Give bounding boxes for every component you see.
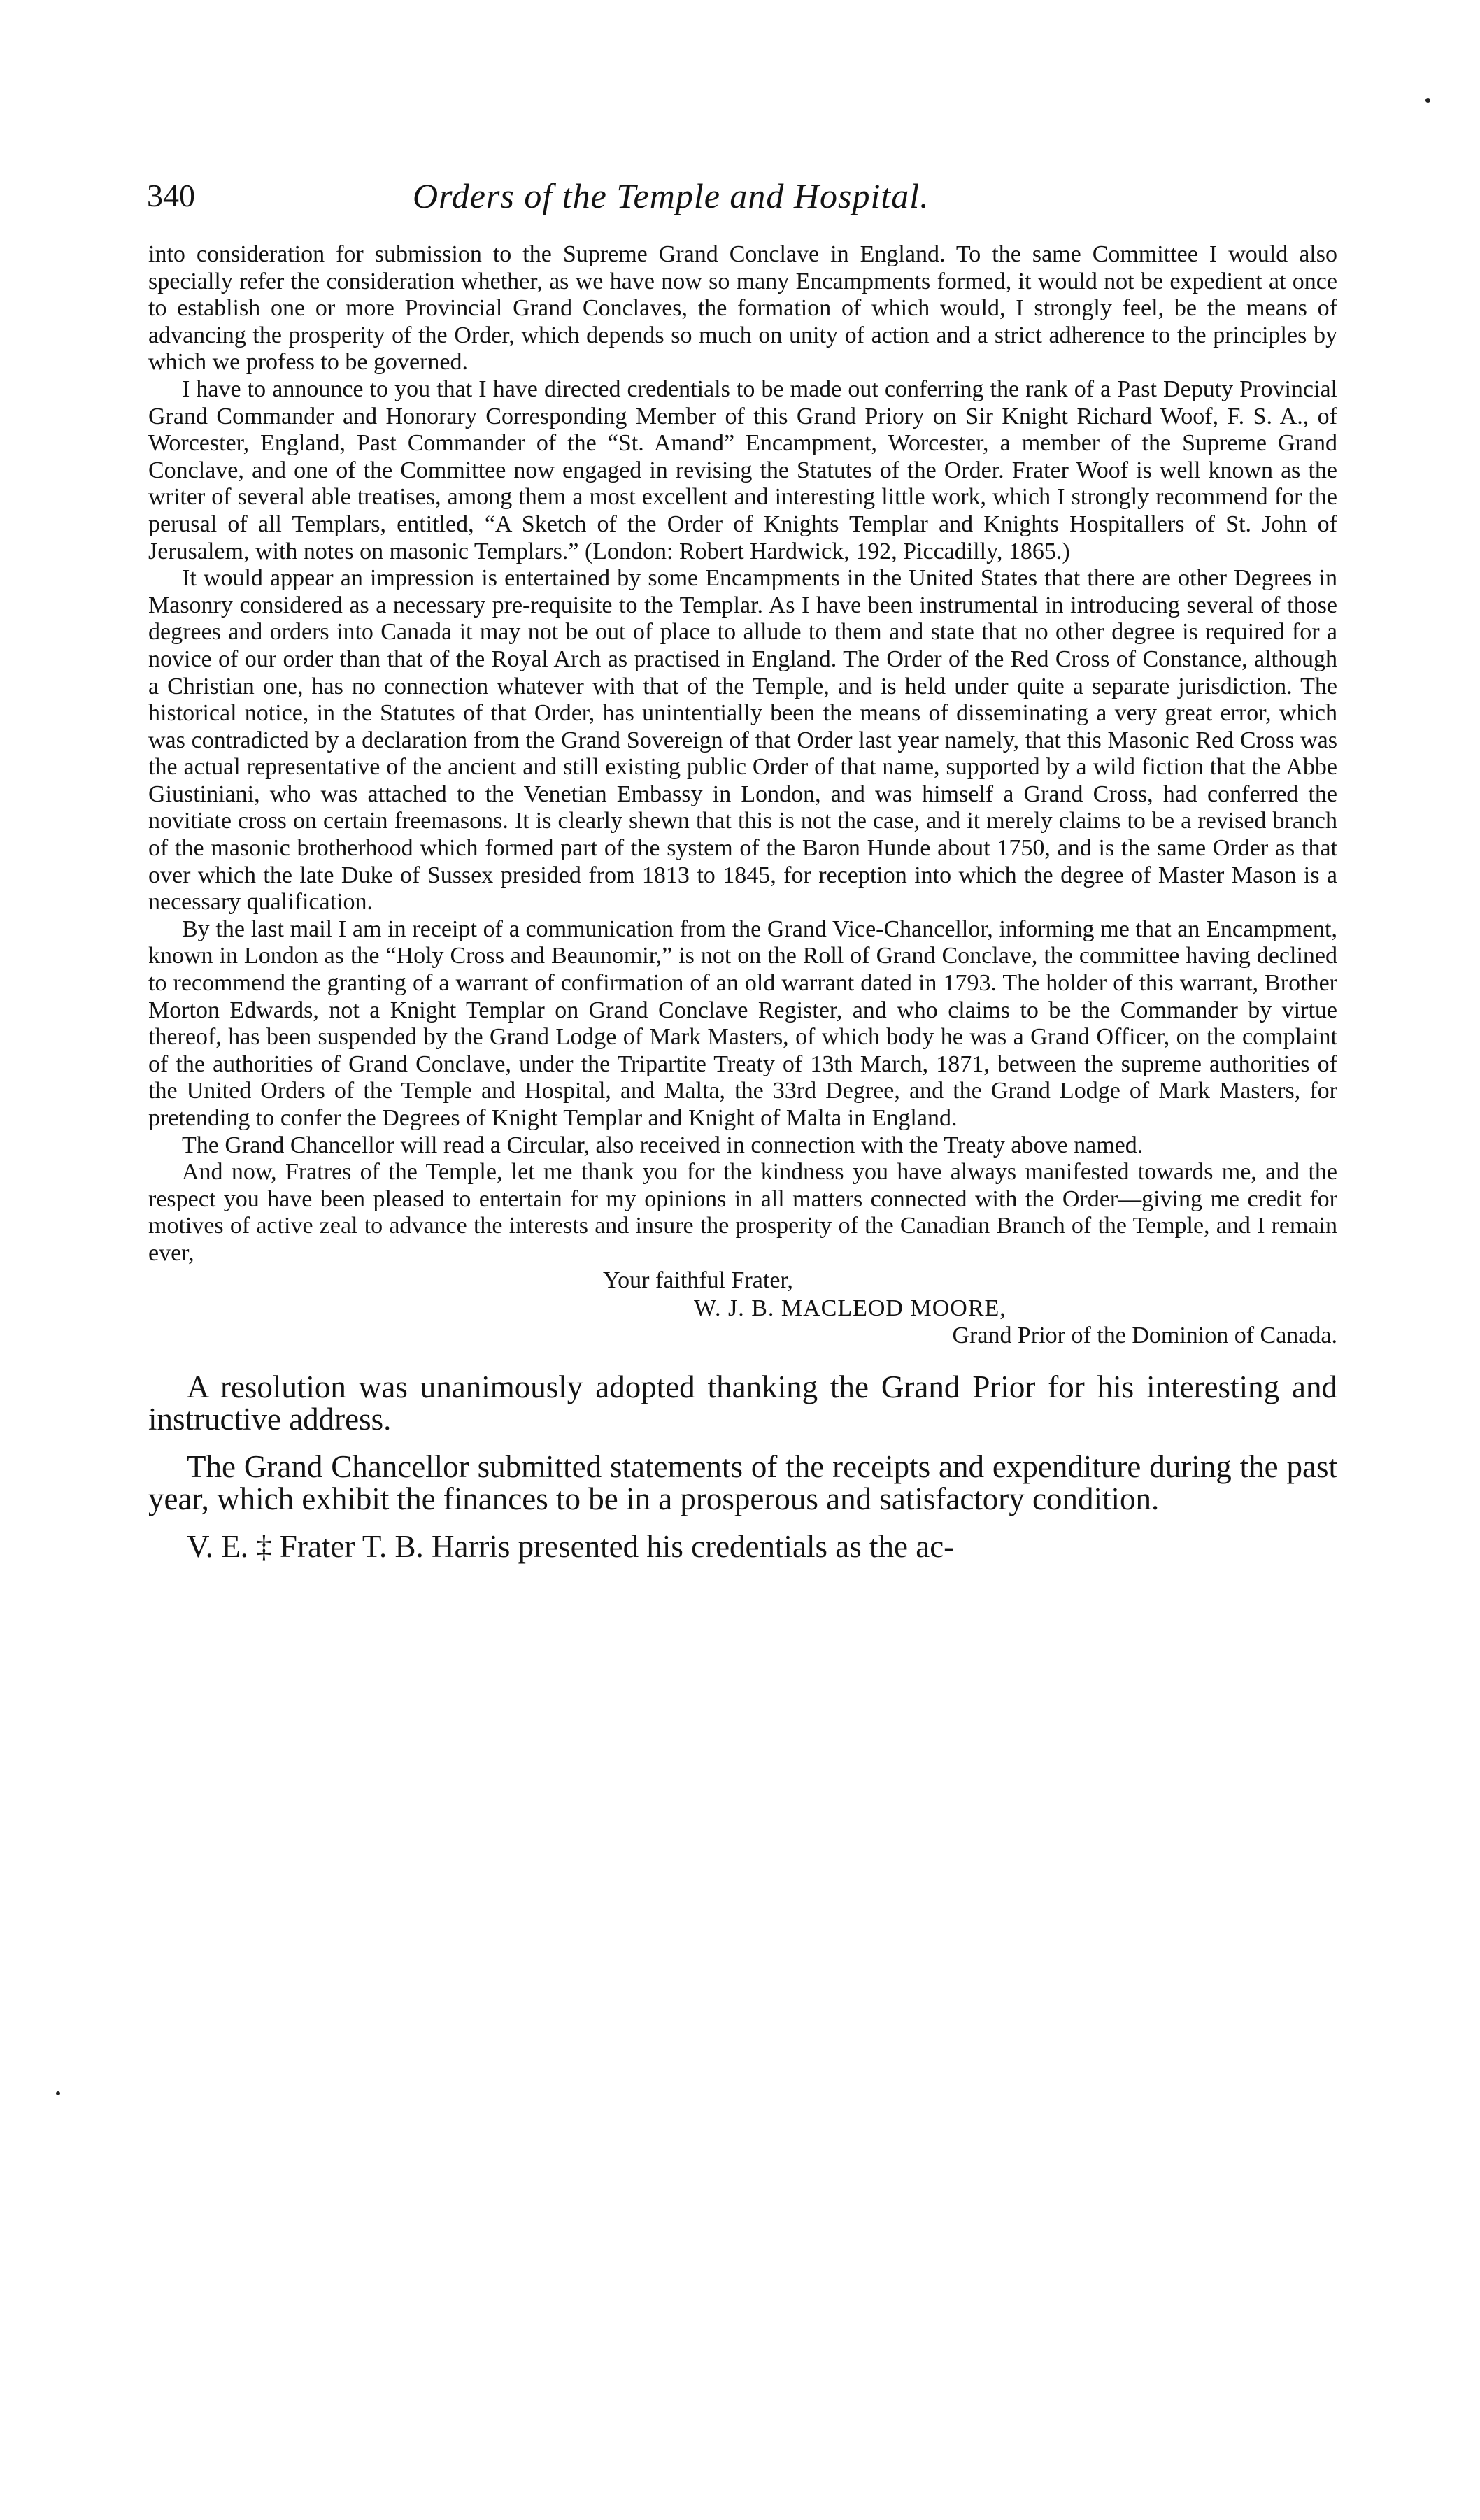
page-header xyxy=(147,175,1336,231)
signature-name: W. J. B. MACLEOD MOORE, xyxy=(694,1295,1006,1321)
print-speck xyxy=(56,2091,60,2095)
minutes-paragraph: A resolution was unanimously adopted thanking the Grand Prior for his interesting and instructive address. xyxy=(148,1369,1337,1437)
minutes-paragraph: V. E. ‡ Frater T. B. Harris presented his credentials as the ac- xyxy=(187,1528,955,1564)
paragraph: By the last mail I am in receipt of a communication from the Grand Vice-Chancellor, informing me that an Encampment, known in London as the “Holy Cross and Beaunomir,” is not on the Roll of Grand Conclave, the committee having declined to recommend the granting of a warrant of confirmation of an old warrant dated in 1793. The holder of this warrant, Brother Morton Edwards, not a Knight Templar on Grand Conclave Register, and who claims to be the Commander by virtue thereof, has been suspended by the Grand Lodge of Mark Masters, of which body he was a Grand Officer, on the complaint of the authorities of Grand Conclave, under the Tripartite Treaty of 13th March, 1871, between the supreme authorities of the United Orders of the Temple and Hospital, and Malta, the 33rd Degree, and the Grand Lodge of Mark Masters, for pretending to confer the Degrees of Knight Templar and Knight of Malta in England. xyxy=(148,916,1337,1131)
running-title: Orders of the Temple and Hospital. xyxy=(413,176,930,215)
minutes-text xyxy=(148,1371,1337,1562)
minutes-paragraph: The Grand Chancellor submitted statements of the receipts and expenditure during the past year, which exhibit the finances to be in a prosperous and satisfactory condition. xyxy=(148,1448,1337,1516)
print-speck xyxy=(1425,98,1430,103)
paragraph: And now, Fratres of the Temple, let me thank you for the kindness you have always manifested towards me, and the respect you have been pleased to entertain for my opinions in all matters connected with the Order—giving me credit for motives of active zeal to advance the interests and insure the prosperity of the Canadian Branch of the Temple, and I remain ever, xyxy=(148,1159,1337,1266)
address-text xyxy=(148,241,1337,1562)
signature-block xyxy=(148,1267,1337,1350)
paragraph: into consideration for submission to the Supreme Grand Conclave in England. To the same Committee I would also specially refer the consideration whether, as we have now so many Encampments formed, it would not be expedient at once to establish one or more Provincial Grand Conclaves, the formation of which would, I strongly feel, be the means of advancing the prosperity of the Order, which depends so much on unity of action and a strict adherence to the principles by which we profess to be governed. xyxy=(148,241,1337,376)
signature-closing: Your faithful Frater, xyxy=(603,1267,793,1293)
signature-title: Grand Prior of the Dominion of Canada. xyxy=(952,1322,1337,1348)
paragraph: The Grand Chancellor will read a Circular, also received in connection with the Treaty above named. xyxy=(182,1132,1144,1158)
paragraph: I have to announce to you that I have directed credentials to be made out conferring the rank of a Past Deputy Provincial Grand Commander and Honorary Corresponding Member of this Grand Priory on Sir Knight Richard Woof, F. S. A., of Worcester, England, Past Commander of the “St. Amand” Encampment, Worcester, a member of the Supreme Grand Conclave, and one of the Committee now engaged in revising the Statutes of the Order. Frater Woof is well known as the writer of several able treatises, among them a most excellent and interesting little work, which I strongly recommend for the perusal of all Templars, entitled, “A Sketch of the Order of Knights Templar and Knights Hospitallers of St. John of Jerusalem, with notes on masonic Templars.” (London: Robert Hardwick, 192, Piccadilly, 1865.) xyxy=(148,376,1337,564)
page-number: 340 xyxy=(147,178,195,213)
paragraph: It would appear an impression is entertained by some Encampments in the United States that there are other Degrees in Masonry considered as a necessary pre-requisite to the Templar. As I have been instrumental in introducing several of those degrees and orders into Canada it may not be out of place to allude to them and state that no other degree is required for a novice of our order than that of the Royal Arch as practised in England. The Order of the Red Cross of Constance, although a Christian one, has no connection whatever with that of the Temple, and is held under quite a separate jurisdiction. The historical notice, in the Statutes of that Order, has unintentially been the means of disseminating a very great error, which was contradicted by a declaration from the Grand Sovereign of that Order last year namely, that this Masonic Red Cross was the actual representative of the ancient and still existing public Order of that name, supported by a wild fiction that the Abbe Giustiniani, who was attached to the Venetian Embassy in London, and was himself a Grand Cross, had conferred the novitiate cross on certain freemasons. It is clearly shewn that this is not the case, and it merely claims to be a revised branch of the masonic brotherhood which formed part of the system of the Baron Hunde about 1750, and is the same Order as that over which the late Duke of Sussex presided from 1813 to 1845, for reception into which the degree of Master Mason is a necessary qualification. xyxy=(148,565,1337,916)
